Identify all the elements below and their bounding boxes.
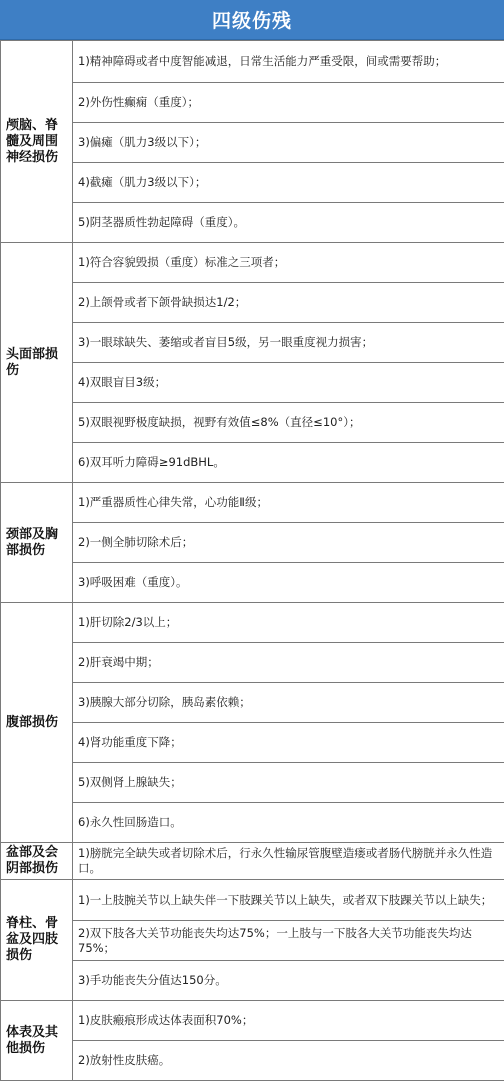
category-cell: 腹部损伤 xyxy=(1,603,73,843)
item-cell: 4)截瘫（肌力3级以下）； xyxy=(73,163,504,203)
category-cell: 体表及其他损伤 xyxy=(1,1001,73,1081)
item-cell: 6)永久性回肠造口。 xyxy=(73,803,504,843)
table-row xyxy=(1,763,504,803)
item-cell: 4)肾功能重度下降； xyxy=(73,723,504,763)
table-row xyxy=(1,443,504,483)
table-row xyxy=(1,921,504,961)
item-cell: 5)阴茎器质性勃起障碍（重度）。 xyxy=(73,203,504,243)
table-row xyxy=(1,123,504,163)
table-row xyxy=(1,323,504,363)
item-cell: 1)精神障碍或者中度智能减退，日常生活能力严重受限，间或需要帮助； xyxy=(73,41,504,83)
table-row xyxy=(1,843,504,880)
item-cell: 3)偏瘫（肌力3级以下）； xyxy=(73,123,504,163)
category-cell: 脊柱、骨盆及四肢损伤 xyxy=(1,880,73,1001)
table-row xyxy=(1,403,504,443)
item-cell: 5)双侧肾上腺缺失； xyxy=(73,763,504,803)
item-cell: 3)一眼球缺失、萎缩或者盲目5级，另一眼重度视力损害； xyxy=(73,323,504,363)
item-cell: 1)皮肤瘢痕形成达体表面积70%； xyxy=(73,1001,504,1041)
item-cell: 1)严重器质性心律失常，心功能Ⅱ级； xyxy=(73,483,504,523)
table-row xyxy=(1,363,504,403)
category-cell: 颈部及胸部损伤 xyxy=(1,483,73,603)
table-body xyxy=(1,41,504,1081)
table-row xyxy=(1,243,504,283)
item-cell: 1)肝切除2/3以上； xyxy=(73,603,504,643)
item-cell: 3)胰腺大部分切除，胰岛素依赖； xyxy=(73,683,504,723)
table-row xyxy=(1,880,504,921)
item-cell: 1)膀胱完全缺失或者切除术后，行永久性输尿管腹壁造瘘或者肠代膀胱并永久性造口。 xyxy=(73,843,504,880)
item-cell: 5)双眼视野极度缺损，视野有效值≤8%（直径≤10°）； xyxy=(73,403,504,443)
table-row xyxy=(1,603,504,643)
item-cell: 2)一侧全肺切除术后； xyxy=(73,523,504,563)
item-cell: 2)肝衰竭中期； xyxy=(73,643,504,683)
table-row xyxy=(1,961,504,1001)
item-cell: 6)双耳听力障碍≥91dBHL。 xyxy=(73,443,504,483)
item-cell: 1)符合容貌毁损（重度）标准之三项者； xyxy=(73,243,504,283)
table-row xyxy=(1,683,504,723)
item-cell: 4)双眼盲目3级； xyxy=(73,363,504,403)
table-title: 四级伤残 xyxy=(0,0,504,40)
table-row xyxy=(1,723,504,763)
table-row xyxy=(1,163,504,203)
item-cell: 2)上颌骨或者下颌骨缺损达1/2； xyxy=(73,283,504,323)
table-row xyxy=(1,523,504,563)
table-row xyxy=(1,283,504,323)
item-cell: 2)外伤性癫痫（重度）； xyxy=(73,83,504,123)
table-row xyxy=(1,203,504,243)
table-row xyxy=(1,41,504,83)
table-row xyxy=(1,483,504,523)
item-cell: 3)手功能丧失分值达150分。 xyxy=(73,961,504,1001)
item-cell: 3)呼吸困难（重度）。 xyxy=(73,563,504,603)
category-cell: 颅脑、脊髓及周围神经损伤 xyxy=(1,41,73,243)
item-cell: 1)一上肢腕关节以上缺失伴一下肢踝关节以上缺失，或者双下肢踝关节以上缺失； xyxy=(73,880,504,921)
category-cell: 盆部及会阴部损伤 xyxy=(1,843,73,880)
item-cell: 2)双下肢各大关节功能丧失均达75%；一上肢与一下肢各大关节功能丧失均达75%； xyxy=(73,921,504,961)
table-row xyxy=(1,83,504,123)
category-cell: 头面部损伤 xyxy=(1,243,73,483)
table-row xyxy=(1,803,504,843)
table-row xyxy=(1,1041,504,1081)
table-row xyxy=(1,563,504,603)
item-cell: 2)放射性皮肤癌。 xyxy=(73,1041,504,1081)
table-row xyxy=(1,643,504,683)
disability-table xyxy=(0,40,504,1081)
table-row xyxy=(1,1001,504,1041)
